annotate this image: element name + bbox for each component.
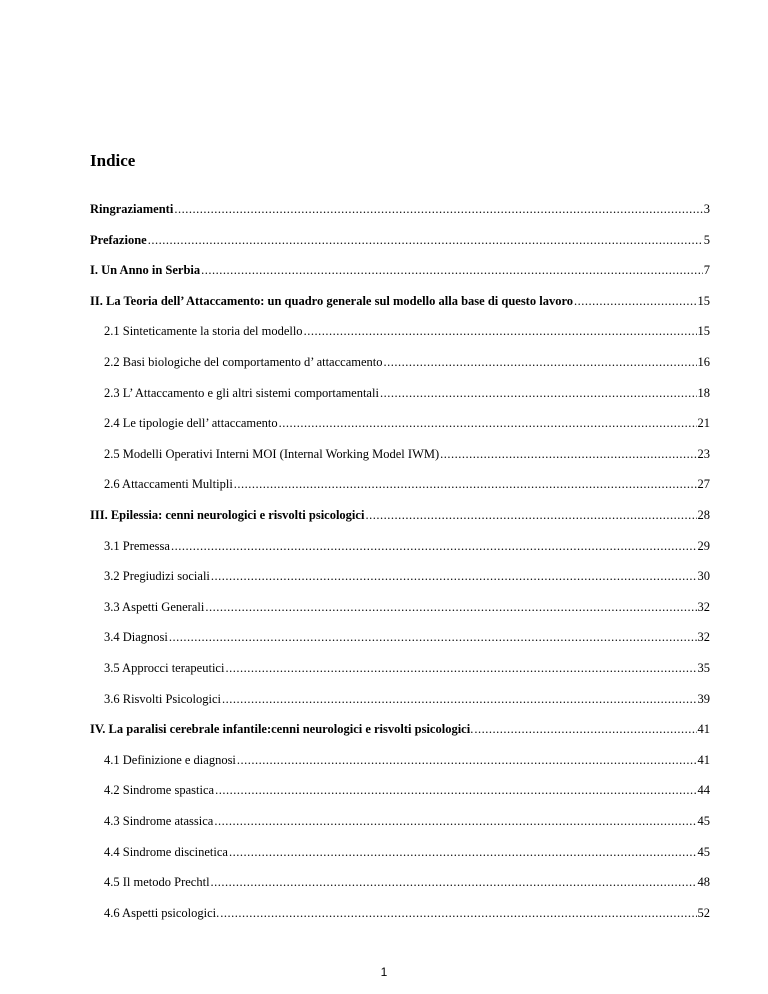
toc-page-number: 27 [697, 477, 710, 492]
toc-chapter-entry[interactable] [90, 721, 710, 737]
toc-entry-label [104, 538, 170, 554]
toc-entry-label [104, 844, 228, 860]
dot-leader [205, 599, 696, 615]
toc-entry-label [104, 354, 383, 370]
dot-leader [169, 629, 697, 645]
toc-section-entry[interactable] [104, 538, 710, 554]
toc-entry-title: 3.3 Aspetti Generali [104, 599, 205, 614]
toc-entry-title: 2.4 Le tipologie dell’ attaccamento [104, 416, 278, 431]
toc-section-entry[interactable] [104, 323, 710, 339]
toc-entry-title: 3.6 Risvolti Psicologici [104, 691, 222, 706]
toc-page-number: 44 [697, 783, 710, 798]
toc-page-number: 52 [697, 905, 710, 920]
toc-entry-suffix: . [470, 722, 474, 737]
toc-chapter-entry[interactable] [90, 262, 710, 278]
toc-entry-title: 2.5 Modelli Operativi Interni MOI (Internal Working Model IWM) [104, 446, 440, 461]
toc-entry-label [90, 293, 573, 309]
toc-section-entry[interactable] [104, 782, 710, 798]
toc-entry-label [90, 232, 147, 248]
dot-leader [201, 262, 703, 278]
toc-page-number: 41 [697, 752, 710, 767]
toc-entry-label [104, 568, 210, 584]
toc-page-number: 5 [703, 232, 710, 247]
toc-entry-title: 4.4 Sindrome discinetica [104, 844, 228, 859]
dot-leader [365, 507, 696, 523]
toc-entry-title: 3.2 Pregiudizi sociali [104, 569, 210, 584]
toc-entry-label [104, 385, 379, 401]
toc-chapter-title: . Un Anno in Serbia [94, 263, 201, 278]
toc-chapter-number: I [90, 263, 95, 278]
toc-chapter-number: II [90, 293, 100, 308]
dot-leader [279, 415, 697, 431]
toc-page-number: 45 [697, 814, 710, 828]
toc-chapter-entry[interactable] [90, 507, 710, 523]
toc-section-entry[interactable] [104, 874, 710, 890]
dot-leader [171, 538, 697, 554]
toc-page-number: 21 [697, 416, 710, 431]
toc-page-number: 32 [697, 599, 710, 614]
toc-entry-title: Ringraziamenti [90, 202, 174, 216]
toc-page-number: 15 [697, 293, 710, 308]
toc-page-number: 18 [697, 385, 710, 400]
toc-chapter-entry[interactable] [90, 293, 710, 309]
dot-leader [234, 476, 697, 492]
toc-entry-title: 4.6 Aspetti psicologici. [104, 905, 220, 920]
toc-entry-title: 4.3 Sindrome atassica [104, 814, 214, 828]
toc-page-number: 30 [697, 569, 710, 584]
toc-entry-title: 4.1 Definizione e diagnosi [104, 752, 236, 767]
toc-section-entry[interactable] [104, 752, 710, 768]
toc-entry-label [104, 446, 439, 462]
toc-page-number: 28 [697, 508, 710, 522]
dot-leader [174, 201, 702, 217]
toc-section-entry[interactable] [104, 599, 710, 615]
toc-section-entry[interactable] [104, 691, 710, 707]
dot-leader [229, 844, 697, 860]
dot-leader [380, 385, 697, 401]
toc-page-number: 35 [697, 661, 710, 675]
toc-entry-label [104, 599, 204, 615]
toc-page-number: 7 [703, 263, 710, 278]
toc-entry-label [104, 629, 168, 645]
toc-entry-label [104, 476, 233, 492]
dot-leader [384, 354, 697, 370]
toc-entry-label [90, 201, 173, 217]
dot-leader [237, 752, 697, 768]
toc-entry-label [104, 905, 219, 921]
toc-page-number: 23 [697, 446, 710, 461]
toc-page-number: 3 [703, 202, 710, 216]
toc-entry-title: 3.5 Approcci terapeutici [104, 661, 225, 675]
dot-leader [211, 568, 697, 584]
toc-entry-title: 2.6 Attaccamenti Multipli [104, 477, 233, 492]
toc-section-entry[interactable] [104, 568, 710, 584]
toc-page-number: 16 [697, 355, 710, 369]
toc-entry-title: 2.3 L’ Attaccamento e gli altri sistemi comportamentali [104, 385, 379, 400]
toc-page-number: 39 [697, 691, 710, 706]
toc-entry-label [90, 262, 200, 278]
toc-section-entry[interactable] [104, 844, 710, 860]
toc-chapter-title: . La Teoria dell’ Attaccamento: un quadro generale sul modello alla base di questo lavoro [99, 293, 574, 308]
toc-section-entry[interactable] [104, 813, 710, 829]
toc-entry-label [104, 660, 224, 676]
toc-entry-label [90, 507, 364, 523]
page-title: Indice [90, 151, 136, 170]
dot-leader [474, 721, 696, 737]
dot-leader [211, 874, 697, 890]
toc-page-number: 45 [697, 844, 710, 859]
toc-section-entry[interactable] [104, 354, 710, 370]
toc-entry-title: IV. La paralisi cerebrale infantile:cenni neurologici e risvolti psicologici [90, 722, 471, 737]
toc-entry-label [104, 323, 303, 339]
dot-leader [215, 782, 696, 798]
toc-chapter-entry[interactable] [90, 232, 710, 248]
toc-entry-title: Prefazione [90, 232, 147, 247]
dot-leader [440, 446, 696, 462]
toc-entry-title: III. Epilessia: cenni neurologici e risvolti psicologici [90, 508, 365, 522]
toc-entry-label [104, 782, 214, 798]
toc-page-number: 41 [697, 722, 710, 737]
toc-entry-title: 3.1 Premessa [104, 538, 170, 553]
dot-leader [222, 691, 696, 707]
toc-entry-label [104, 691, 221, 707]
toc-entry-label [104, 752, 236, 768]
toc-entry-label [104, 813, 213, 829]
toc-section-entry[interactable] [104, 385, 710, 401]
dot-leader [304, 323, 697, 339]
toc-entry-title: 4.2 Sindrome spastica [104, 783, 215, 798]
toc-entry-title: 4.5 Il metodo Prechtl [104, 875, 210, 890]
toc-entry-label [90, 721, 473, 737]
toc-entry-label [104, 874, 210, 890]
toc-section-entry[interactable] [104, 476, 710, 492]
dot-leader [225, 660, 696, 676]
toc-section-entry[interactable] [104, 446, 710, 462]
toc-chapter-entry[interactable] [90, 201, 710, 217]
dot-leader [220, 905, 696, 921]
toc-section-entry[interactable] [104, 660, 710, 676]
dot-leader [148, 232, 703, 248]
page-number: 1 [380, 965, 388, 979]
toc-page-number: 29 [697, 538, 710, 553]
toc-section-entry[interactable] [104, 905, 710, 921]
toc-section-entry[interactable] [104, 629, 710, 645]
dot-leader [574, 293, 696, 309]
toc-entry-title: 3.4 Diagnosi [104, 630, 168, 645]
toc-section-entry[interactable] [104, 415, 710, 431]
toc-page-number: 15 [697, 324, 710, 339]
toc-entry-title: 2.1 Sinteticamente la storia del modello [104, 324, 303, 339]
toc-page-number: 48 [697, 875, 710, 890]
toc-entry-label [104, 415, 278, 431]
toc-entry-title: 2.2 Basi biologiche del comportamento d’ attaccamento [104, 355, 383, 369]
dot-leader [214, 813, 696, 829]
toc-page-number: 32 [697, 630, 710, 645]
